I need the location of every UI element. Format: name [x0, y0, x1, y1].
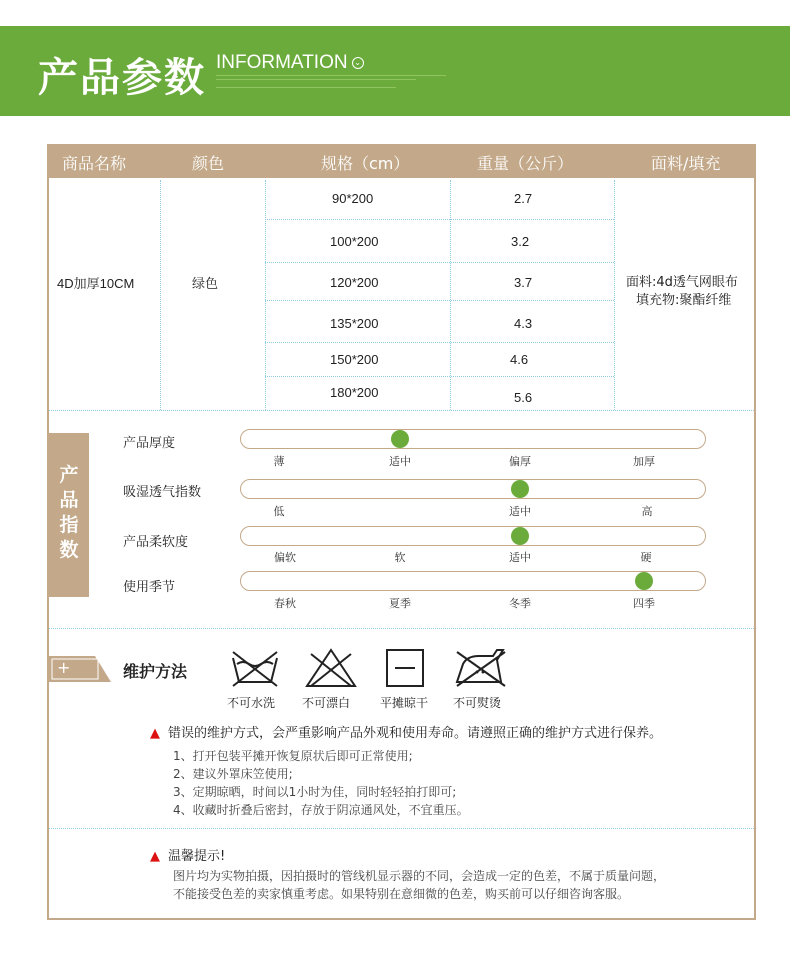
- banner-subtitle: [216, 52, 364, 74]
- scale-tick: 夏季: [389, 597, 411, 610]
- index-label-season: 使用季节: [123, 580, 176, 595]
- no-machine-wash-icon: [229, 648, 281, 688]
- tab-char: 品: [59, 489, 79, 511]
- dry-flat-icon: [385, 648, 425, 688]
- scale-tick: 四季: [633, 597, 655, 610]
- section-divider: [49, 628, 754, 629]
- care-icon-label: 不可水洗: [227, 696, 276, 710]
- care-icon-label: 不可漂白: [302, 696, 351, 710]
- size-cell: 135*200: [330, 316, 379, 331]
- no-bleach-icon: [305, 648, 357, 688]
- index-label-thickness: 产品厚度: [123, 436, 176, 451]
- scale-tick: 偏软: [274, 551, 296, 564]
- weight-cell: 3.7: [514, 275, 533, 290]
- page-title: 产品参数: [38, 55, 206, 101]
- scale-tick: 适中: [509, 551, 531, 564]
- chevron-down-icon: ⌄: [352, 57, 364, 69]
- thickness-scale: [240, 429, 706, 449]
- index-label-breathability: 吸湿透气指数: [123, 485, 202, 500]
- banner-decor-line: [216, 87, 396, 88]
- season-indicator: [635, 572, 653, 590]
- care-title: 维护方法: [123, 662, 188, 681]
- size-cell: 150*200: [330, 352, 379, 367]
- scale-tick: 低: [273, 505, 285, 518]
- care-icon-label: 不可熨烫: [453, 696, 502, 710]
- care-step: 2、建议外罩床笠使用;: [173, 767, 293, 781]
- tips-heading: [150, 845, 225, 864]
- table-row-divider: [265, 376, 614, 377]
- care-warning-text: 错误的维护方式，会严重影响产品外观和使用寿命。请遵照正确的维护方式进行保养。: [168, 726, 663, 741]
- banner-subtitle-text: INFORMATION: [216, 52, 348, 73]
- care-step: 3、定期晾晒，时间以1小时为佳，同时轻轻拍打即可;: [173, 785, 457, 799]
- care-badge: [49, 656, 111, 682]
- color-cell: 绿色: [192, 277, 219, 292]
- table-row-divider: [265, 342, 614, 343]
- table-row-divider: [265, 219, 614, 220]
- header-weight: 重量（公斤）: [477, 154, 574, 173]
- table-row-divider: [265, 300, 614, 301]
- fabric-cell: 面料:4d透气网眼布: [626, 275, 738, 290]
- header-banner: [0, 26, 790, 116]
- softness-indicator: [511, 527, 529, 545]
- warning-icon: ▲: [150, 849, 160, 864]
- care-icon-label: 平摊晾干: [380, 696, 429, 710]
- index-label-softness: 产品柔软度: [123, 535, 189, 550]
- no-iron-icon: [453, 648, 509, 688]
- size-cell: 180*200: [330, 385, 379, 400]
- weight-cell: 4.6: [510, 352, 529, 367]
- scale-tick: 高: [641, 505, 653, 518]
- tips-line: 图片均为实物拍摄，因拍摄时的管线机显示器的不同，会造成一定的色差，不属于质量问题，: [173, 869, 666, 883]
- banner-decor-line: [216, 75, 446, 76]
- care-badge-plus: +: [57, 658, 71, 677]
- breathability-indicator: [511, 480, 529, 498]
- scale-tick: 偏厚: [509, 455, 531, 468]
- breathability-scale: [240, 479, 706, 499]
- weight-cell: 2.7: [514, 191, 533, 206]
- header-product-name: 商品名称: [62, 154, 127, 173]
- care-step: 1、打开包装平摊开恢复原状后即可正常使用;: [173, 749, 413, 763]
- filling-cell: 填充物:聚酯纤维: [636, 293, 732, 308]
- table-row-divider: [265, 262, 614, 263]
- product-name-cell: 4D加厚10CM: [57, 276, 135, 291]
- size-cell: 90*200: [332, 191, 374, 206]
- scale-tick: 软: [394, 551, 406, 564]
- scale-tick: 适中: [389, 455, 411, 468]
- tab-char: 产: [59, 464, 79, 486]
- header-fabric: 面料/填充: [651, 154, 721, 173]
- scale-tick: 冬季: [509, 597, 531, 610]
- weight-cell: 4.3: [514, 316, 533, 331]
- size-cell: 120*200: [330, 275, 379, 290]
- banner-decor-line: [216, 79, 416, 80]
- warning-icon: ▲: [150, 726, 160, 741]
- table-divider: [160, 180, 161, 410]
- scale-tick: 适中: [509, 505, 531, 518]
- weight-cell: 5.6: [514, 390, 533, 405]
- softness-scale: [240, 526, 706, 546]
- weight-cell: 3.2: [511, 234, 530, 249]
- care-step: 4、收藏时折叠后密封，存放于阴凉通风处，不宜重压。: [173, 803, 469, 817]
- thickness-indicator: [391, 430, 409, 448]
- scale-tick: 春秋: [274, 597, 296, 610]
- section-divider: [49, 410, 754, 411]
- header-color: 颜色: [192, 154, 225, 173]
- tab-char: 数: [59, 539, 79, 561]
- scale-tick: 薄: [273, 455, 285, 468]
- index-side-tab: [49, 433, 89, 597]
- tips-title: 温馨提示!: [168, 849, 226, 864]
- tab-char: 指: [59, 514, 79, 536]
- scale-tick: 加厚: [633, 455, 655, 468]
- table-divider: [614, 180, 615, 410]
- care-warning: [150, 722, 662, 741]
- scale-tick: 硬: [640, 551, 652, 564]
- section-divider: [49, 828, 754, 829]
- tips-line: 不能接受色差的卖家慎重考虑。如果特别在意细微的色差，购买前可以仔细咨询客服。: [173, 887, 630, 901]
- size-cell: 100*200: [330, 234, 379, 249]
- header-size: 规格（cm）: [321, 154, 410, 173]
- table-header: [49, 146, 754, 178]
